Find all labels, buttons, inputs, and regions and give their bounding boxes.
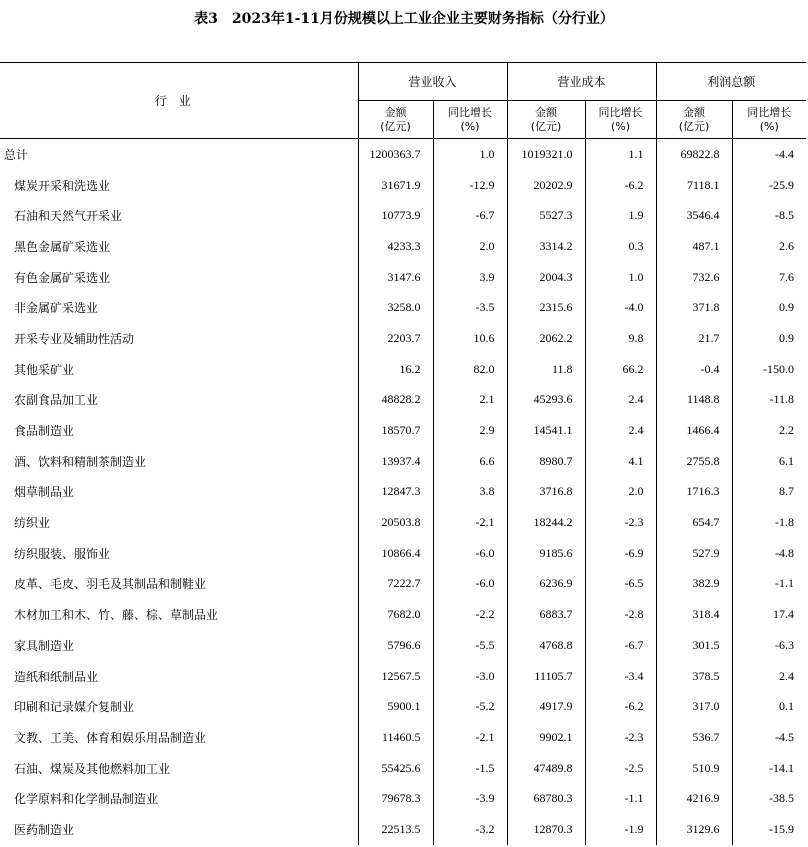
cost-amount-cell: 20202.9 — [507, 170, 585, 201]
industry-name-cell: 皮革、毛皮、羽毛及其制品和制鞋业 — [14, 577, 207, 592]
industry-name-cell: 家具制造业 — [14, 638, 75, 653]
cost-amount-cell: 6236.9 — [507, 569, 585, 600]
header-profit: 利润总额 — [656, 63, 806, 101]
cost-amount-cell: 4917.9 — [507, 691, 585, 722]
industry-name-cell: 文教、工美、体育和娱乐用品制造业 — [14, 730, 207, 745]
revenue-growth-cell: 6.6 — [433, 446, 507, 477]
cost-growth-cell: -4.0 — [585, 292, 656, 323]
table-row — [0, 507, 806, 538]
revenue-amount-cell: 55425.6 — [358, 753, 433, 784]
revenue-growth-cell: 2.9 — [433, 415, 507, 446]
profit-growth-cell: -14.1 — [732, 753, 806, 784]
revenue-growth-cell: 2.0 — [433, 231, 507, 262]
header-industry: 行业 — [0, 63, 358, 139]
profit-growth-cell: -1.1 — [732, 569, 806, 600]
profit-growth-cell: -11.8 — [732, 385, 806, 416]
revenue-amount-cell: 11460.5 — [358, 722, 433, 753]
industry-name-cell: 印刷和记录媒介复制业 — [14, 700, 135, 715]
cost-amount-cell: 1019321.0 — [507, 139, 585, 170]
revenue-growth-cell: 3.9 — [433, 262, 507, 293]
table-row — [0, 170, 806, 201]
profit-growth-cell: 0.1 — [732, 691, 806, 722]
revenue-amount-cell: 10866.4 — [358, 538, 433, 569]
table-row — [0, 446, 806, 477]
profit-growth-cell: -4.8 — [732, 538, 806, 569]
profit-amount-cell: 1716.3 — [656, 477, 732, 508]
industry-name-cell: 石油和天然气开采业 — [14, 209, 123, 224]
revenue-growth-cell: -3.2 — [433, 814, 507, 845]
table-row — [0, 661, 806, 692]
table-row — [0, 231, 806, 262]
table-body — [0, 139, 806, 845]
revenue-amount-cell: 12567.5 — [358, 661, 433, 692]
cost-growth-cell: -6.5 — [585, 569, 656, 600]
header-cost-amount: 金额 (亿元) — [507, 101, 585, 139]
cost-amount-cell: 11.8 — [507, 354, 585, 385]
cost-amount-cell: 3314.2 — [507, 231, 585, 262]
profit-amount-cell: 1466.4 — [656, 415, 732, 446]
profit-amount-cell: 527.9 — [656, 538, 732, 569]
cost-amount-cell: 6883.7 — [507, 599, 585, 630]
cost-growth-cell: -6.2 — [585, 691, 656, 722]
profit-amount-cell: 21.7 — [656, 323, 732, 354]
profit-growth-cell: 17.4 — [732, 599, 806, 630]
table-row — [0, 569, 806, 600]
revenue-growth-cell: -3.5 — [433, 292, 507, 323]
industry-name-cell: 酒、饮料和精制茶制造业 — [14, 454, 147, 469]
cost-amount-cell: 11105.7 — [507, 661, 585, 692]
profit-amount-cell: 510.9 — [656, 753, 732, 784]
profit-growth-cell: -6.3 — [732, 630, 806, 661]
revenue-amount-cell: 48828.2 — [358, 385, 433, 416]
industry-name-cell: 煤炭开采和洗选业 — [14, 178, 111, 193]
profit-amount-cell: 318.4 — [656, 599, 732, 630]
revenue-amount-cell: 5796.6 — [358, 630, 433, 661]
revenue-amount-cell: 3147.6 — [358, 262, 433, 293]
profit-growth-cell: 6.1 — [732, 446, 806, 477]
revenue-growth-cell: -2.2 — [433, 599, 507, 630]
industry-name-cell: 开采专业及辅助性活动 — [14, 331, 135, 346]
revenue-growth-cell: -1.5 — [433, 753, 507, 784]
header-row-groups — [0, 63, 806, 101]
revenue-amount-cell: 22513.5 — [358, 814, 433, 845]
revenue-growth-cell: -3.0 — [433, 661, 507, 692]
cost-growth-cell: 2.4 — [585, 385, 656, 416]
cost-growth-cell: -2.8 — [585, 599, 656, 630]
profit-growth-cell: 8.7 — [732, 477, 806, 508]
revenue-growth-cell: 2.1 — [433, 385, 507, 416]
table-row — [0, 538, 806, 569]
industry-name-cell: 有色金属矿采选业 — [14, 270, 111, 285]
revenue-growth-cell: -5.5 — [433, 630, 507, 661]
profit-growth-cell: -38.5 — [732, 783, 806, 814]
profit-amount-cell: 2755.8 — [656, 446, 732, 477]
cost-amount-cell: 2062.2 — [507, 323, 585, 354]
profit-growth-cell: -4.4 — [732, 139, 806, 170]
profit-amount-cell: 382.9 — [656, 569, 732, 600]
revenue-amount-cell: 31671.9 — [358, 170, 433, 201]
industry-name-cell: 其他采矿业 — [14, 362, 75, 377]
profit-growth-cell: 0.9 — [732, 292, 806, 323]
revenue-amount-cell: 4233.3 — [358, 231, 433, 262]
cost-amount-cell: 5527.3 — [507, 200, 585, 231]
cost-growth-cell: 66.2 — [585, 354, 656, 385]
profit-amount-cell: 301.5 — [656, 630, 732, 661]
revenue-amount-cell: 20503.8 — [358, 507, 433, 538]
cost-amount-cell: 9902.1 — [507, 722, 585, 753]
table-row — [0, 139, 806, 170]
profit-amount-cell: 4216.9 — [656, 783, 732, 814]
industry-name-cell: 木材加工和木、竹、藤、棕、草制品业 — [14, 608, 219, 623]
header-cost-growth: 同比增长 (%) — [585, 101, 656, 139]
cost-growth-cell: 9.8 — [585, 323, 656, 354]
revenue-growth-cell: -6.0 — [433, 569, 507, 600]
table-row — [0, 323, 806, 354]
profit-growth-cell: -8.5 — [732, 200, 806, 231]
cost-amount-cell: 3716.8 — [507, 477, 585, 508]
industry-name-cell: 纺织服装、服饰业 — [14, 546, 111, 561]
cost-growth-cell: -6.2 — [585, 170, 656, 201]
industry-name-cell: 食品制造业 — [14, 424, 75, 439]
revenue-growth-cell: -5.2 — [433, 691, 507, 722]
profit-amount-cell: 378.5 — [656, 661, 732, 692]
profit-amount-cell: 654.7 — [656, 507, 732, 538]
revenue-growth-cell: -2.1 — [433, 507, 507, 538]
header-revenue-growth: 同比增长 (%) — [433, 101, 507, 139]
cost-amount-cell: 12870.3 — [507, 814, 585, 845]
cost-amount-cell: 2315.6 — [507, 292, 585, 323]
industry-name-cell: 非金属矿采选业 — [14, 301, 99, 316]
profit-amount-cell: 3129.6 — [656, 814, 732, 845]
table-row — [0, 262, 806, 293]
revenue-amount-cell: 12847.3 — [358, 477, 433, 508]
industry-name-cell: 石油、煤炭及其他燃料加工业 — [14, 761, 171, 776]
profit-growth-cell: 0.9 — [732, 323, 806, 354]
revenue-growth-cell: -3.9 — [433, 783, 507, 814]
revenue-amount-cell: 79678.3 — [358, 783, 433, 814]
cost-growth-cell: -6.9 — [585, 538, 656, 569]
cost-amount-cell: 47489.8 — [507, 753, 585, 784]
industry-name-cell: 烟草制品业 — [14, 485, 75, 500]
industry-name-cell: 化学原料和化学制品制造业 — [14, 792, 159, 807]
cost-growth-cell: -1.9 — [585, 814, 656, 845]
cost-growth-cell: -3.4 — [585, 661, 656, 692]
profit-growth-cell: -15.9 — [732, 814, 806, 845]
cost-growth-cell: 1.1 — [585, 139, 656, 170]
revenue-growth-cell: -2.1 — [433, 722, 507, 753]
financial-indicators-table — [0, 62, 806, 845]
table-row — [0, 292, 806, 323]
industry-name-cell: 纺织业 — [14, 516, 51, 531]
cost-growth-cell: 4.1 — [585, 446, 656, 477]
cost-growth-cell: -2.3 — [585, 722, 656, 753]
table-row — [0, 477, 806, 508]
table-row — [0, 354, 806, 385]
header-revenue: 营业收入 — [358, 63, 507, 101]
revenue-growth-cell: -12.9 — [433, 170, 507, 201]
table-row — [0, 630, 806, 661]
cost-growth-cell: 2.0 — [585, 477, 656, 508]
revenue-growth-cell: 1.0 — [433, 139, 507, 170]
profit-amount-cell: 371.8 — [656, 292, 732, 323]
profit-amount-cell: 1148.8 — [656, 385, 732, 416]
profit-amount-cell: 69822.8 — [656, 139, 732, 170]
revenue-growth-cell: -6.0 — [433, 538, 507, 569]
revenue-growth-cell: 3.8 — [433, 477, 507, 508]
revenue-amount-cell: 5900.1 — [358, 691, 433, 722]
table-row — [0, 200, 806, 231]
profit-growth-cell: 7.6 — [732, 262, 806, 293]
industry-name-cell: 医药制造业 — [14, 822, 75, 837]
table-row — [0, 783, 806, 814]
header-revenue-amount: 金额 (亿元) — [358, 101, 433, 139]
cost-amount-cell: 14541.1 — [507, 415, 585, 446]
profit-growth-cell: 2.6 — [732, 231, 806, 262]
cost-growth-cell: 2.4 — [585, 415, 656, 446]
table-row — [0, 691, 806, 722]
cost-amount-cell: 2004.3 — [507, 262, 585, 293]
revenue-growth-cell: -6.7 — [433, 200, 507, 231]
revenue-amount-cell: 13937.4 — [358, 446, 433, 477]
table-row — [0, 599, 806, 630]
revenue-amount-cell: 7222.7 — [358, 569, 433, 600]
table-row — [0, 385, 806, 416]
cost-growth-cell: 1.9 — [585, 200, 656, 231]
revenue-amount-cell: 2203.7 — [358, 323, 433, 354]
cost-amount-cell: 18244.2 — [507, 507, 585, 538]
profit-growth-cell: 2.2 — [732, 415, 806, 446]
profit-growth-cell: -1.8 — [732, 507, 806, 538]
revenue-amount-cell: 10773.9 — [358, 200, 433, 231]
header-cost: 营业成本 — [507, 63, 656, 101]
revenue-amount-cell: 16.2 — [358, 354, 433, 385]
profit-growth-cell: -25.9 — [732, 170, 806, 201]
industry-name-cell: 黑色金属矿采选业 — [14, 239, 111, 254]
page-title: 表3 2023年1-11月份规模以上工业企业主要财务指标（分行业） — [194, 11, 614, 27]
header-profit-amount: 金额 (亿元) — [656, 101, 732, 139]
header-profit-growth: 同比增长 (%) — [732, 101, 806, 139]
profit-growth-cell: -4.5 — [732, 722, 806, 753]
profit-growth-cell: -150.0 — [732, 354, 806, 385]
table-row — [0, 415, 806, 446]
revenue-amount-cell: 1200363.7 — [358, 139, 433, 170]
profit-amount-cell: 7118.1 — [656, 170, 732, 201]
industry-name-cell: 造纸和纸制品业 — [14, 669, 99, 684]
cost-amount-cell: 8980.7 — [507, 446, 585, 477]
profit-amount-cell: 732.6 — [656, 262, 732, 293]
table-row — [0, 814, 806, 845]
industry-name-cell: 总计 — [4, 147, 29, 162]
cost-growth-cell: -1.1 — [585, 783, 656, 814]
cost-growth-cell: -2.3 — [585, 507, 656, 538]
profit-amount-cell: 317.0 — [656, 691, 732, 722]
cost-growth-cell: 0.3 — [585, 231, 656, 262]
table-row — [0, 722, 806, 753]
revenue-growth-cell: 10.6 — [433, 323, 507, 354]
revenue-amount-cell: 18570.7 — [358, 415, 433, 446]
cost-amount-cell: 4768.8 — [507, 630, 585, 661]
profit-amount-cell: 3546.4 — [656, 200, 732, 231]
profit-amount-cell: -0.4 — [656, 354, 732, 385]
profit-growth-cell: 2.4 — [732, 661, 806, 692]
cost-growth-cell: 1.0 — [585, 262, 656, 293]
cost-amount-cell: 9185.6 — [507, 538, 585, 569]
cost-growth-cell: -6.7 — [585, 630, 656, 661]
cost-amount-cell: 68780.3 — [507, 783, 585, 814]
industry-name-cell: 农副食品加工业 — [14, 393, 99, 408]
profit-amount-cell: 487.1 — [656, 231, 732, 262]
revenue-amount-cell: 3258.0 — [358, 292, 433, 323]
revenue-amount-cell: 7682.0 — [358, 599, 433, 630]
table-row — [0, 753, 806, 784]
profit-amount-cell: 536.7 — [656, 722, 732, 753]
cost-growth-cell: -2.5 — [585, 753, 656, 784]
cost-amount-cell: 45293.6 — [507, 385, 585, 416]
revenue-growth-cell: 82.0 — [433, 354, 507, 385]
